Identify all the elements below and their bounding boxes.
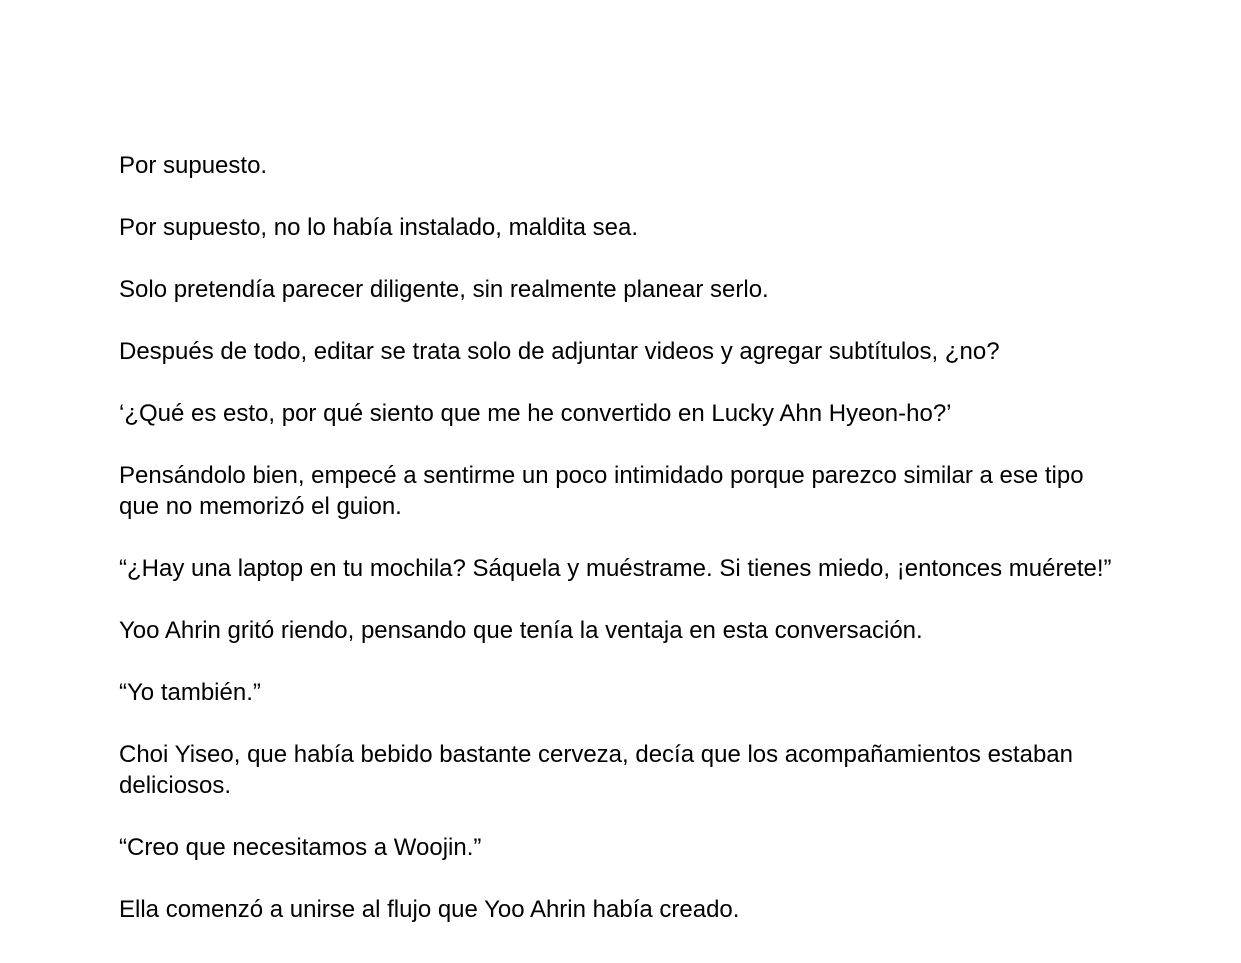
paragraph: Ella comenzó a unirse al flujo que Yoo Ahrin había creado. [119,896,740,923]
paragraph: “Creo que necesitamos a Woojin.” [119,834,482,861]
paragraph: Después de todo, editar se trata solo de adjuntar videos y agregar subtítulos, ¿no? [119,338,1000,365]
paragraph: Choi Yiseo, que había bebido bastante cerveza, decía que los acompañamientos estaban deliciosos. [119,741,1073,799]
paragraph: Pensándolo bien, empecé a sentirme un poco intimidado porque parezco similar a ese tipo que no memorizó el guion. [119,462,1084,520]
paragraph: Yoo Ahrin gritó riendo, pensando que tenía la ventaja en esta conversación. [119,617,923,644]
paragraph: ‘¿Qué es esto, por qué siento que me he convertido en Lucky Ahn Hyeon-ho?’ [119,400,952,427]
paragraph: Solo pretendía parecer diligente, sin realmente planear serlo. [119,276,769,303]
paragraph: “¿Hay una laptop en tu mochila? Sáquela y muéstrame. Si tienes miedo, ¡entonces muérete!” [119,555,1112,582]
paragraph: Por supuesto. [119,152,268,179]
paragraph: “Yo también.” [119,679,261,706]
paragraph: Por supuesto, no lo había instalado, maldita sea. [119,214,638,241]
document-body [119,150,1129,956]
